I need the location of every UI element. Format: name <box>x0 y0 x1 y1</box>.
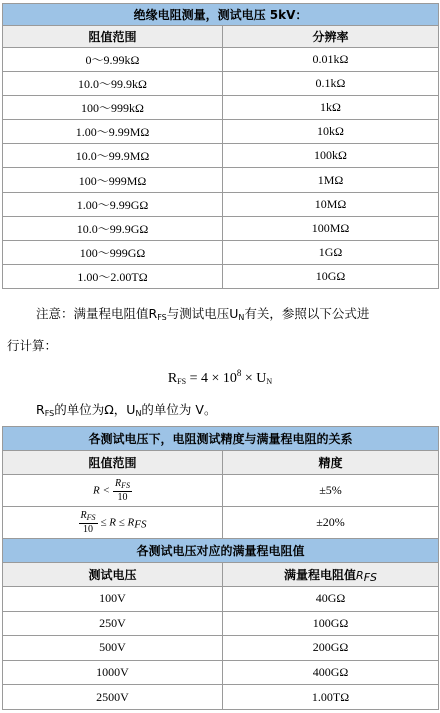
unit-note <box>36 400 440 418</box>
table-row <box>3 96 439 120</box>
range-cell: 10.0～99.9kΩ <box>3 72 223 96</box>
formula-subscript: FS <box>177 377 187 386</box>
range-cell: 1.00～2.00TΩ <box>3 264 223 288</box>
table-row <box>3 120 439 144</box>
range-cell: 1.00～9.99GΩ <box>3 192 223 216</box>
range-cell: 0～9.99kΩ <box>3 48 223 72</box>
note-subscript: FS <box>157 313 167 322</box>
voltage-cell: 100V <box>3 587 223 612</box>
table-row <box>3 192 439 216</box>
note-line-1 <box>36 304 436 322</box>
unit-text: 的单位为 V。 <box>141 402 217 417</box>
unit-subscript: N <box>135 409 142 418</box>
resolution-cell: 10GΩ <box>223 264 439 288</box>
accuracy-cell: ±5% <box>223 475 439 507</box>
table-row <box>3 48 439 72</box>
full-scale-cell: 200GΩ <box>223 636 439 661</box>
table-title: 各测试电压下，电阻测试精度与满量程电阻的关系 <box>3 427 439 451</box>
formula-text: = 4 × 10 <box>186 371 237 386</box>
full-scale-cell: 100GΩ <box>223 611 439 636</box>
formula-text: R < <box>93 484 110 497</box>
note-subscript: N <box>238 313 245 322</box>
formula-text: × U <box>241 371 267 386</box>
fraction-numerator: R <box>114 478 122 489</box>
column-header-full-scale <box>223 563 439 587</box>
range-cell: 100～999kΩ <box>3 96 223 120</box>
resolution-cell: 1MΩ <box>223 168 439 192</box>
range-formula-cell <box>3 475 223 507</box>
formula-subscript: FS <box>134 518 147 531</box>
fraction-subscript: FS <box>121 481 130 490</box>
note-text: 有关，参照以下公式进 <box>244 306 370 321</box>
column-header-range: 阻值范围 <box>3 26 223 48</box>
table-row <box>3 660 439 685</box>
range-cell: 100～999MΩ <box>3 168 223 192</box>
formula-text: ≤ R ≤ R <box>100 516 135 529</box>
header-text: 满量程电阻值 <box>284 567 357 582</box>
voltage-cell: 250V <box>3 611 223 636</box>
accuracy-table <box>2 426 439 710</box>
table-title: 绝缘电阻测量，测试电压 5kV： <box>3 4 439 26</box>
range-cell: 1.00～9.99MΩ <box>3 120 223 144</box>
unit-text: R <box>36 402 45 417</box>
accuracy-cell: ±20% <box>223 507 439 539</box>
resolution-cell: 10MΩ <box>223 192 439 216</box>
table-row <box>3 264 439 288</box>
voltage-cell: 500V <box>3 636 223 661</box>
note-text: 注意：满量程电阻值R <box>36 306 158 321</box>
table-row <box>3 587 439 612</box>
resolution-cell: 1kΩ <box>223 96 439 120</box>
fraction <box>79 510 98 535</box>
header-subscript: FS <box>363 570 377 584</box>
column-header-range: 阻值范围 <box>3 451 223 475</box>
resolution-cell: 0.1kΩ <box>223 72 439 96</box>
range-cell: 10.0～99.9GΩ <box>3 216 223 240</box>
fraction-denominator: 10 <box>83 524 93 535</box>
formula <box>0 368 440 387</box>
unit-subscript: FS <box>44 409 55 418</box>
table-row <box>3 144 439 168</box>
table-row <box>3 636 439 661</box>
table-row <box>3 216 439 240</box>
fraction-subscript: FS <box>86 513 96 522</box>
full-scale-cell: 1.00TΩ <box>223 685 439 710</box>
table-row <box>3 475 439 507</box>
table-row <box>3 72 439 96</box>
formula-exponent: 8 <box>236 368 242 378</box>
table-row <box>3 240 439 264</box>
formula-text: R <box>167 371 178 386</box>
resolution-cell: 100MΩ <box>223 216 439 240</box>
voltage-cell: 2500V <box>3 685 223 710</box>
voltage-cell: 1000V <box>3 660 223 685</box>
formula-subscript: N <box>266 377 273 386</box>
table-row <box>3 507 439 539</box>
fraction-denominator: 10 <box>117 492 128 503</box>
column-header-resolution: 分辨率 <box>223 26 439 48</box>
table-title: 各测试电压对应的满量程电阻值 <box>3 539 439 563</box>
column-header-voltage: 测试电压 <box>3 563 223 587</box>
resolution-cell: 0.01kΩ <box>223 48 439 72</box>
resolution-cell: 1GΩ <box>223 240 439 264</box>
note-line-2: 行计算： <box>7 338 58 353</box>
table-row <box>3 168 439 192</box>
fraction-numerator: R <box>80 510 87 521</box>
full-scale-cell: 400GΩ <box>223 660 439 685</box>
column-header-accuracy: 精度 <box>223 451 439 475</box>
full-scale-cell: 40GΩ <box>223 587 439 612</box>
table-row <box>3 685 439 710</box>
range-cell: 100～999GΩ <box>3 240 223 264</box>
range-cell: 10.0～99.9MΩ <box>3 144 223 168</box>
fraction <box>113 478 132 503</box>
unit-text: 的单位为Ω，U <box>54 402 136 417</box>
table-row <box>3 611 439 636</box>
resolution-cell: 10kΩ <box>223 120 439 144</box>
resolution-table <box>2 3 439 289</box>
header-symbol: R <box>356 568 364 582</box>
note-text: 与测试电压U <box>166 306 239 321</box>
resolution-cell: 100kΩ <box>223 144 439 168</box>
range-formula-cell <box>3 507 223 539</box>
